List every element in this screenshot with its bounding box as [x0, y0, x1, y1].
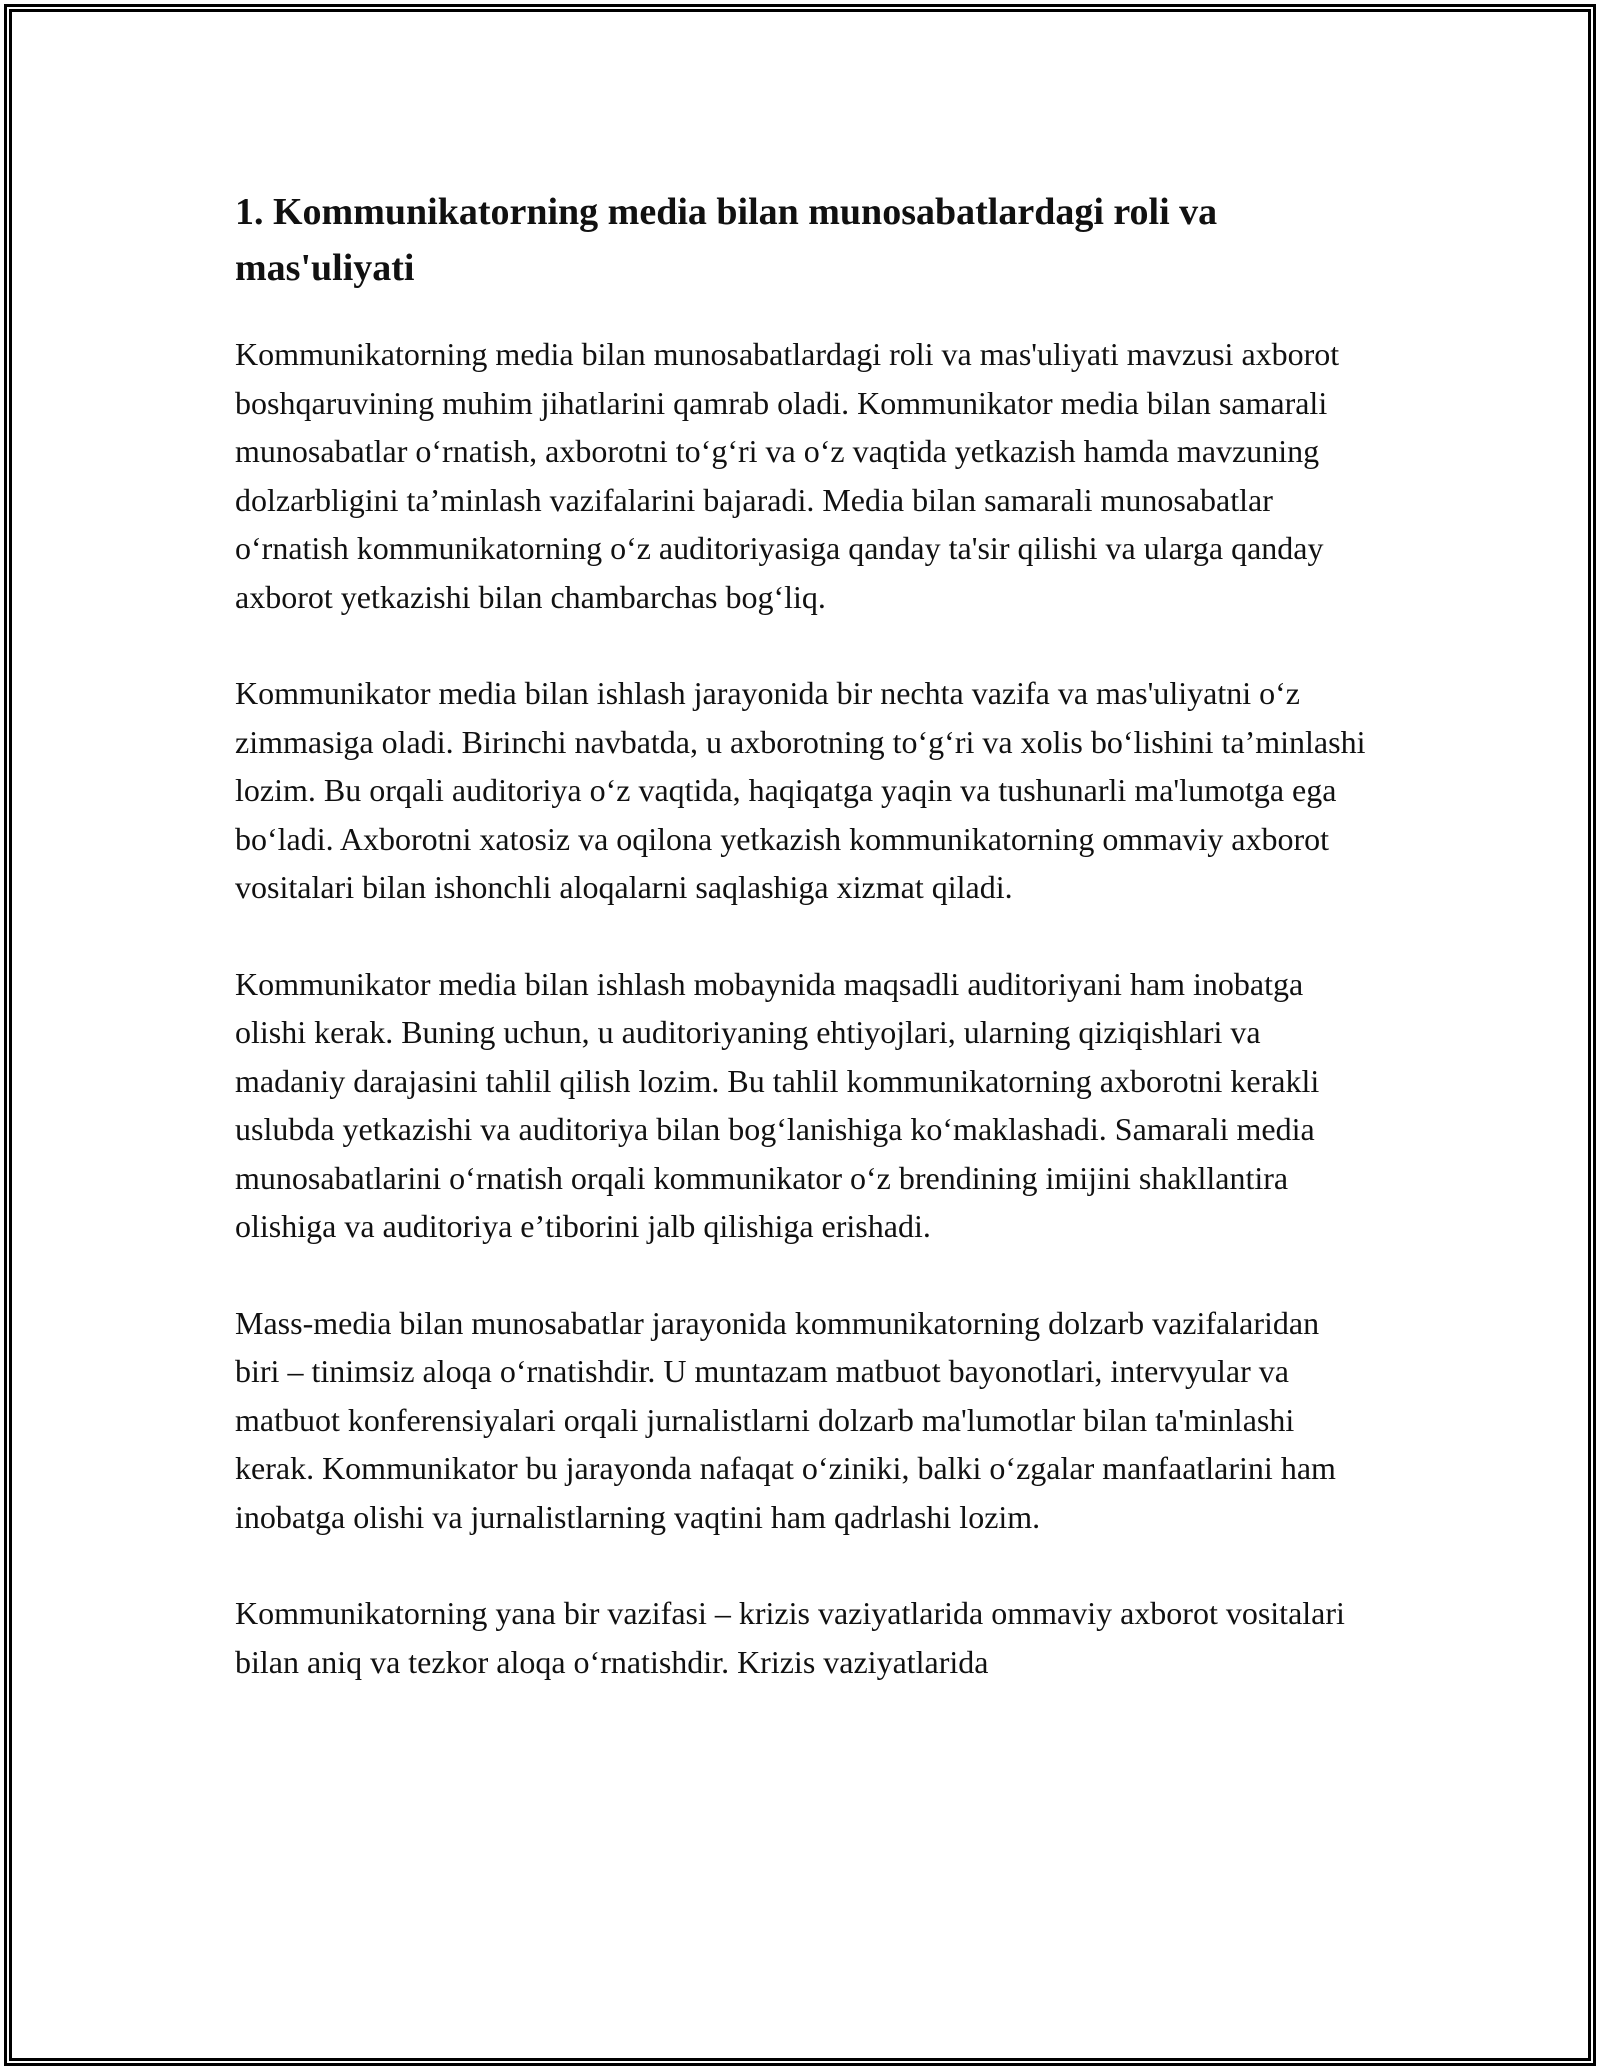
section-heading: 1. Kommunikatorning media bilan munosabatlardagi roli va mas'uliyati — [235, 191, 1218, 289]
paragraph-1: Kommunikatorning media bilan munosabatlardagi roli va mas'uliyati mavzusi axborot boshqaruvining muhim jihatlarini qamrab oladi. Kommunikator media bilan samarali munosabatlar oʻrnatish, axborotni toʻgʻri va oʻz vaqtida yetkazish hamda mavzuning dolzarbligini taʼminlash vazifalarini bajaradi. Media bilan samarali munosabatlar oʻrnatish kommunikatorning oʻz auditoriyasiga qanday ta'sir qilishi va ularga qanday axborot yetkazishi bilan chambarchas bogʻliq. — [235, 336, 1340, 615]
paragraph-5: Kommunikatorning yana bir vazifasi – krizis vaziyatlarida ommaviy axborot vositalari bilan aniq va tezkor aloqa oʻrnatishdir. Krizis vaziyatlarida — [235, 1595, 1345, 1680]
paragraph-3: Kommunikator media bilan ishlash mobaynida maqsadli auditoriyani ham inobatga olishi kerak. Buning uchun, u auditoriyaning ehtiyojlari, ularning qiziqishlari va madaniy darajasini tahlil qilish lozim. Bu tahlil kommunikatorning axborotni kerakli uslubda yetkazishi va auditoriya bilan bogʻlanishiga koʻmaklashadi. Samarali media munosabatlarini oʻrnatish orqali kommunikator oʻz brendining imijini shakllantira olishiga va auditoriya eʼtiborini jalb qilishiga erishadi. — [235, 965, 1320, 1244]
document-body — [235, 184, 1370, 1734]
paragraph-2: Kommunikator media bilan ishlash jarayonida bir nechta vazifa va mas'uliyatni oʻz zimmasiga oladi. Birinchi navbatda, u axborotning toʻgʻri va xolis boʻlishini taʼminlashi lozim. Bu orqali auditoriya oʻz vaqtida, haqiqatga yaqin va tushunarli ma'lumotga ega boʻladi. Axborotni xatosiz va oqilona yetkazish kommunikatorning ommaviy axborot vositalari bilan ishonchli aloqalarni saqlashiga xizmat qiladi. — [235, 675, 1366, 905]
paragraph-4: Mass-media bilan munosabatlar jarayonida kommunikatorning dolzarb vazifalaridan biri – tinimsiz aloqa oʻrnatishdir. U muntazam matbuot bayonotlari, intervyular va matbuot konferensiyalari orqali jurnalistlarni dolzarb ma'lumotlar bilan ta'minlashi kerak. Kommunikator bu jarayonda nafaqat oʻziniki, balki oʻzgalar manfaatlarini ham inobatga olishi va jurnalistlarning vaqtini ham qadrlashi lozim. — [235, 1304, 1336, 1535]
